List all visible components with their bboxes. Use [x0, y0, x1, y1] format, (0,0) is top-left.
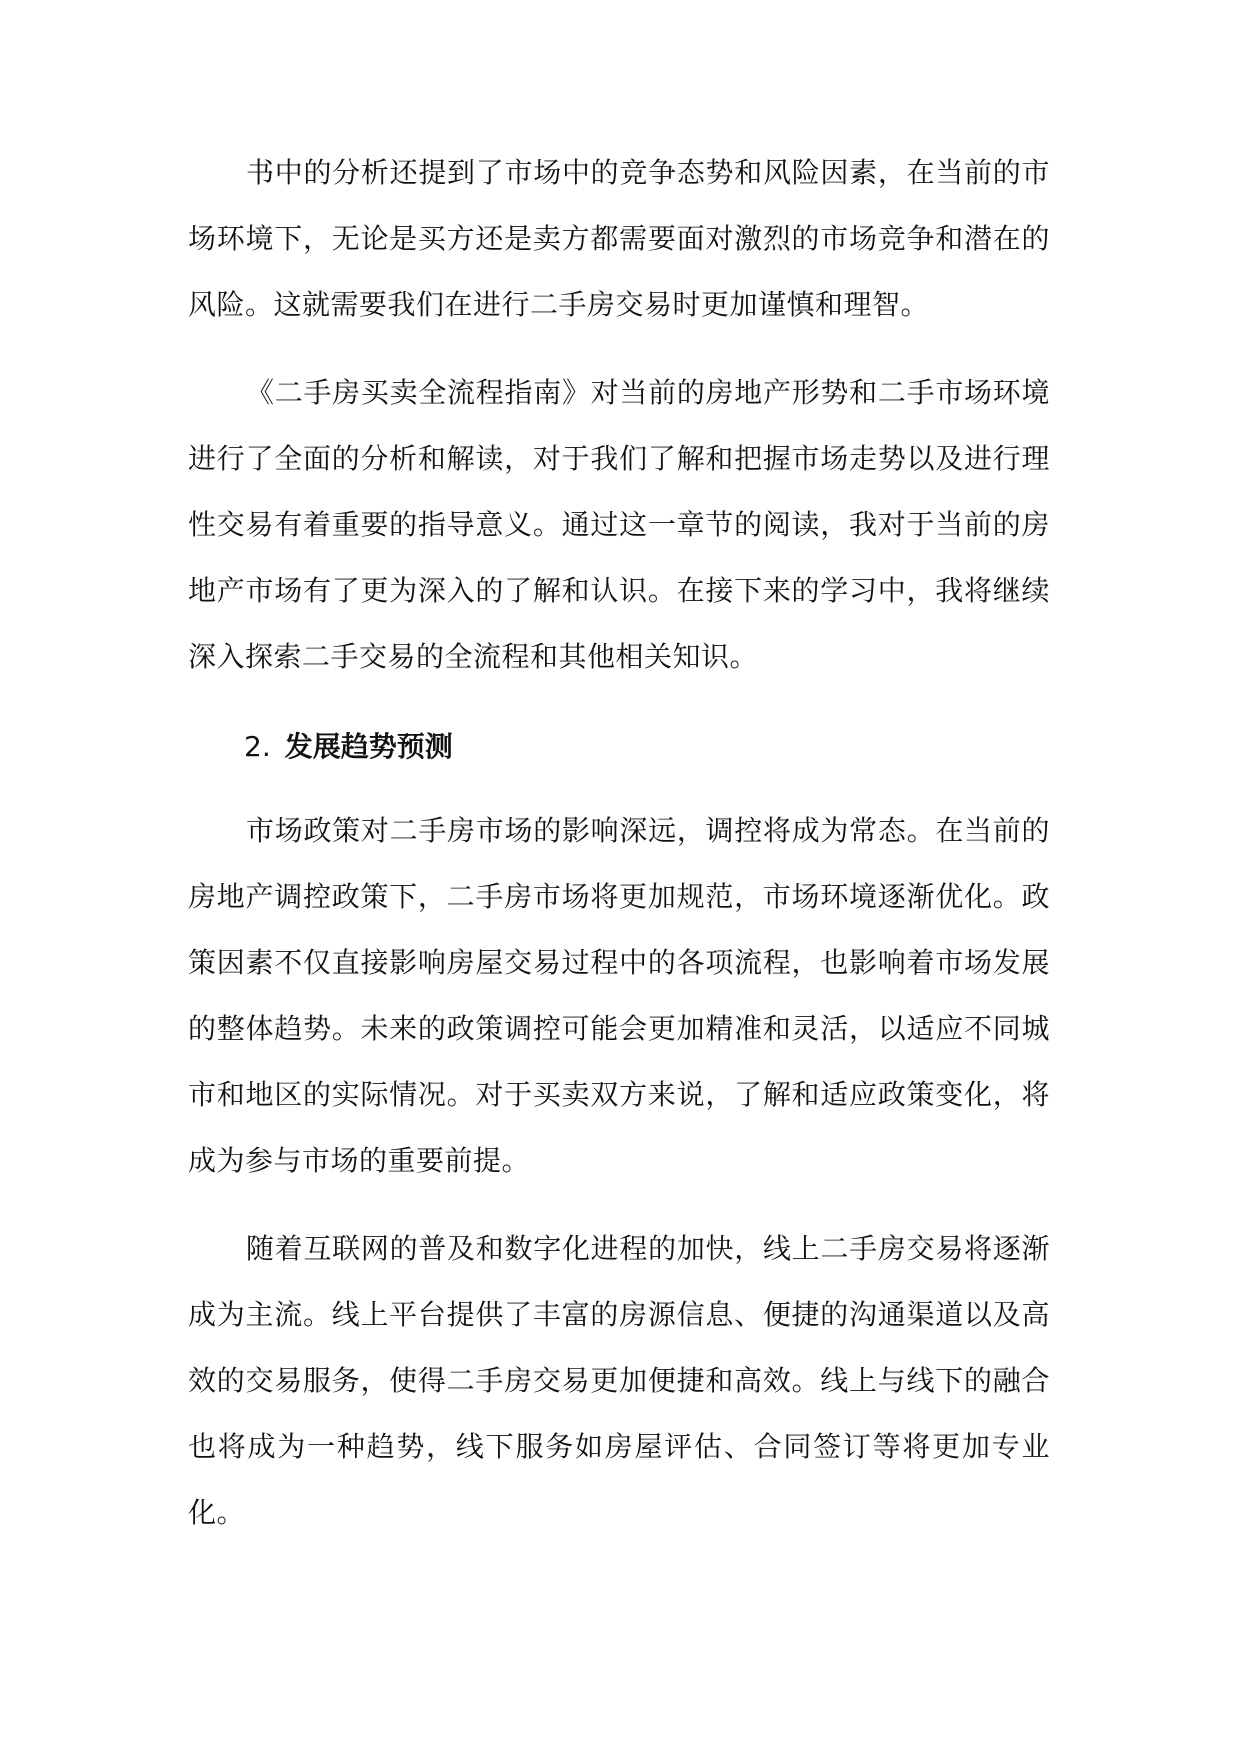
document-body: [188, 140, 1050, 1546]
paragraph-guide-summary: 《二手房买卖全流程指南》对当前的房地产形势和二手市场环境进行了全面的分析和解读，对于我们了解和把握市场走势以及进行理性交易有着重要的指导意义。通过这一章节的阅读，我对于当前的房地产市场有了更为深入的了解和认识。在接下来的学习中，我将继续深入探索二手交易的全流程和其他相关知识。: [188, 376, 1050, 673]
paragraph-competition-risk: 书中的分析还提到了市场中的竞争态势和风险因素，在当前的市场环境下，无论是买方还是卖方都需要面对激烈的市场竞争和潜在的风险。这就需要我们在进行二手房交易时更加谨慎和理智。: [188, 156, 1050, 321]
section-number: 2.: [244, 730, 271, 763]
paragraph-online-trading: 随着互联网的普及和数字化进程的加快，线上二手房交易将逐渐成为主流。线上平台提供了丰富的房源信息、便捷的沟通渠道以及高效的交易服务，使得二手房交易更加便捷和高效。线上与线下的融合也将成为一种趋势，线下服务如房屋评估、合同签订等将更加专业化。: [188, 1232, 1050, 1529]
paragraph-policy: 市场政策对二手房市场的影响深远，调控将成为常态。在当前的房地产调控政策下，二手房市场将更加规范，市场环境逐渐优化。政策因素不仅直接影响房屋交易过程中的各项流程，也影响着市场发展的整体趋势。未来的政策调控可能会更加精准和灵活，以适应不同城市和地区的实际情况。对于买卖双方来说，了解和适应政策变化，将成为参与市场的重要前提。: [188, 814, 1050, 1177]
section-title: 发展趋势预测: [284, 730, 453, 763]
section-heading: [244, 714, 1050, 780]
